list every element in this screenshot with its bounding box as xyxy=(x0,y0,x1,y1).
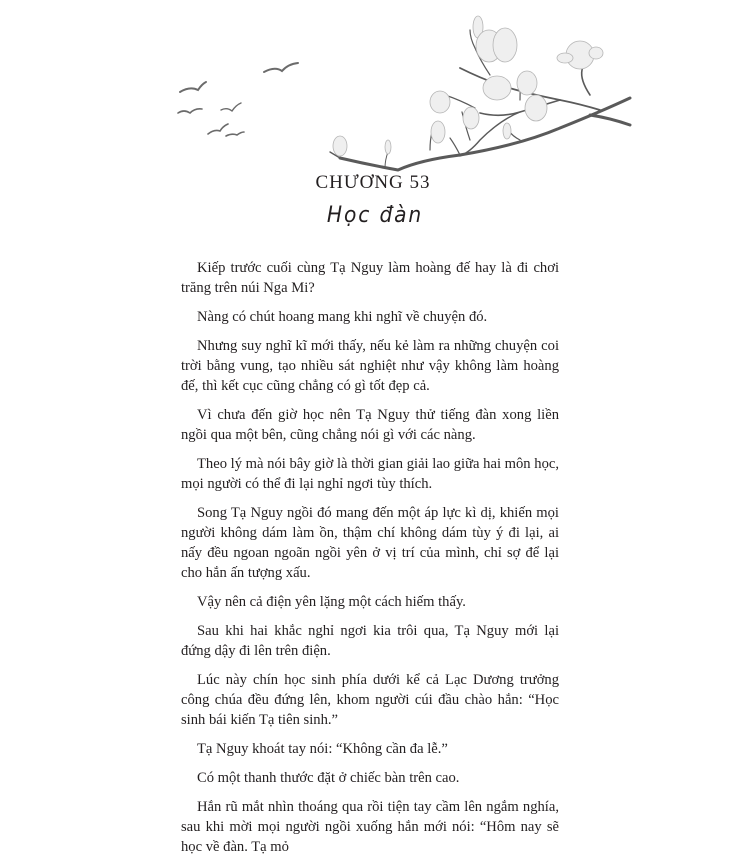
flying-birds-icon xyxy=(178,63,298,136)
paragraph: Nàng có chút hoang mang khi nghĩ về chuyện đó. xyxy=(197,309,488,325)
paragraph: Tạ Nguy khoát tay nói: “Không cần đa lễ.” xyxy=(197,741,448,757)
header-illustration xyxy=(0,0,750,180)
paragraph: Kiếp trước cuối cùng Tạ Nguy làm hoàng đế hay là đi chơi trăng trên núi Nga Mi? xyxy=(181,260,559,296)
paragraph: Lúc này chín học sinh phía dưới kể cả Lạc Dương trưởng công chúa đều đứng lên, khom người cúi đầu chào hắn: “Học sinh bái kiến Tạ tiên sinh.” xyxy=(181,672,559,728)
paragraph: Có một thanh thước đặt ở chiếc bàn trên cao. xyxy=(197,770,460,786)
paragraph: Vì chưa đến giờ học nên Tạ Nguy thử tiếng đàn xong liền ngồi qua một bên, cũng chẳng nói gì với các nàng. xyxy=(181,407,559,443)
chapter-body xyxy=(181,258,559,866)
paragraph: Song Tạ Nguy ngồi đó mang đến một áp lực kì dị, khiến mọi người không dám làm ồn, thậm chí không dám tùy ý đi lại, ai nấy đều ngoan ngoãn ngồi yên ở vị trí của mình, chỉ sợ để lại cho hắn ấn tượng xấu. xyxy=(181,505,559,581)
paragraph: Vậy nên cả điện yên lặng một cách hiếm thấy. xyxy=(197,594,466,610)
paragraph: Sau khi hai khắc nghỉ ngơi kia trôi qua, Tạ Nguy mới lại đứng dậy đi lên trên điện. xyxy=(181,623,559,659)
chapter-title: Học đàn xyxy=(326,203,424,228)
paragraph: Hắn rũ mắt nhìn thoáng qua rồi tiện tay cầm lên ngắm nghía, sau khi mời mọi người ngồi xuống hắn mới nói: “Hôm nay sẽ học về đàn. Tạ mỏ xyxy=(181,799,559,855)
paragraph: Theo lý mà nói bây giờ là thời gian giải lao giữa hai môn học, mọi người có thể đi lại nghỉ ngơi tùy thích. xyxy=(181,456,559,492)
paragraph: Nhưng suy nghĩ kĩ mới thấy, nếu kẻ làm ra những chuyện coi trời bằng vung, tạo nhiều sát nghiệt như vậy không làm hoàng đế, thì kết cục cũng chẳng có gì tốt đẹp cả. xyxy=(181,338,559,394)
chapter-heading xyxy=(0,172,750,228)
magnolia-branch-icon xyxy=(330,16,630,170)
chapter-number: CHƯƠNG 53 xyxy=(315,172,431,193)
